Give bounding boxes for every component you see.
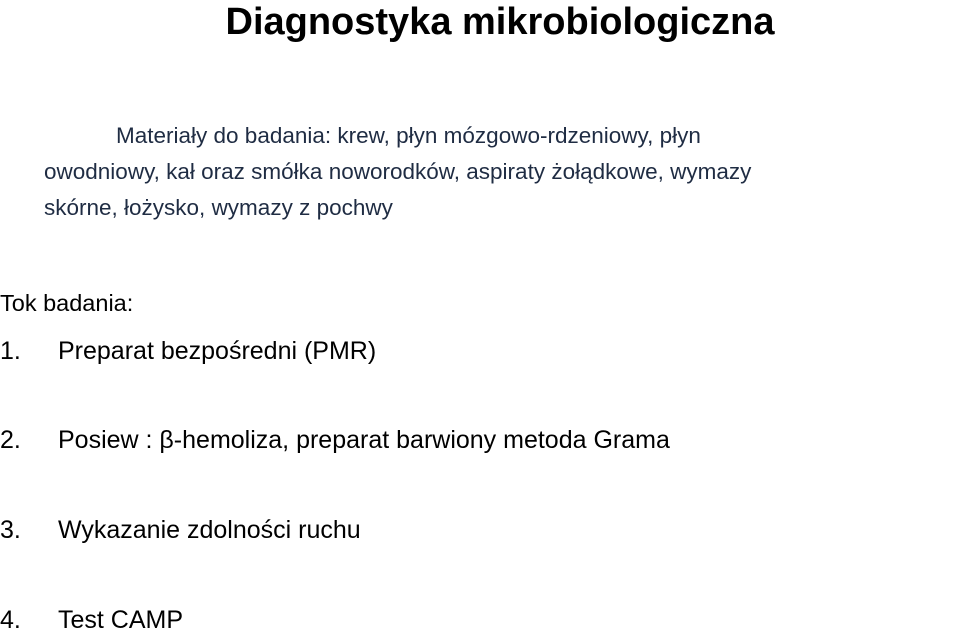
step-text: Wykazanie zdolności ruchu [58, 516, 361, 544]
procedure-step [0, 513, 361, 547]
step-text: Preparat bezpośredni (PMR) [58, 337, 377, 365]
step-number: 4. [0, 606, 21, 633]
materials-line: skórne, łożysko, wymazy z pochwy [44, 195, 393, 220]
materials-line-text: Materiały do badania: krew, płyn mózgowo-rdzeniowy, płyn [116, 123, 701, 148]
step-number: 3. [0, 516, 21, 544]
step-number: 1. [0, 337, 21, 365]
step-text: Test CAMP [58, 606, 184, 633]
procedure-step [0, 603, 183, 633]
procedure-step [0, 423, 670, 457]
procedure-step [0, 334, 376, 368]
step-number: 2. [0, 426, 21, 454]
materials-line: owodniowy, kał oraz smółka noworodków, aspiraty żołądkowe, wymazy [44, 159, 752, 184]
materials-line [44, 118, 944, 154]
slide-title: Diagnostyka mikrobiologiczna [225, 1, 775, 43]
materials-paragraph [44, 118, 944, 226]
step-text: Posiew : β-hemoliza, preparat barwiony metoda Grama [58, 426, 670, 454]
procedure-heading: Tok badania: [0, 290, 134, 316]
